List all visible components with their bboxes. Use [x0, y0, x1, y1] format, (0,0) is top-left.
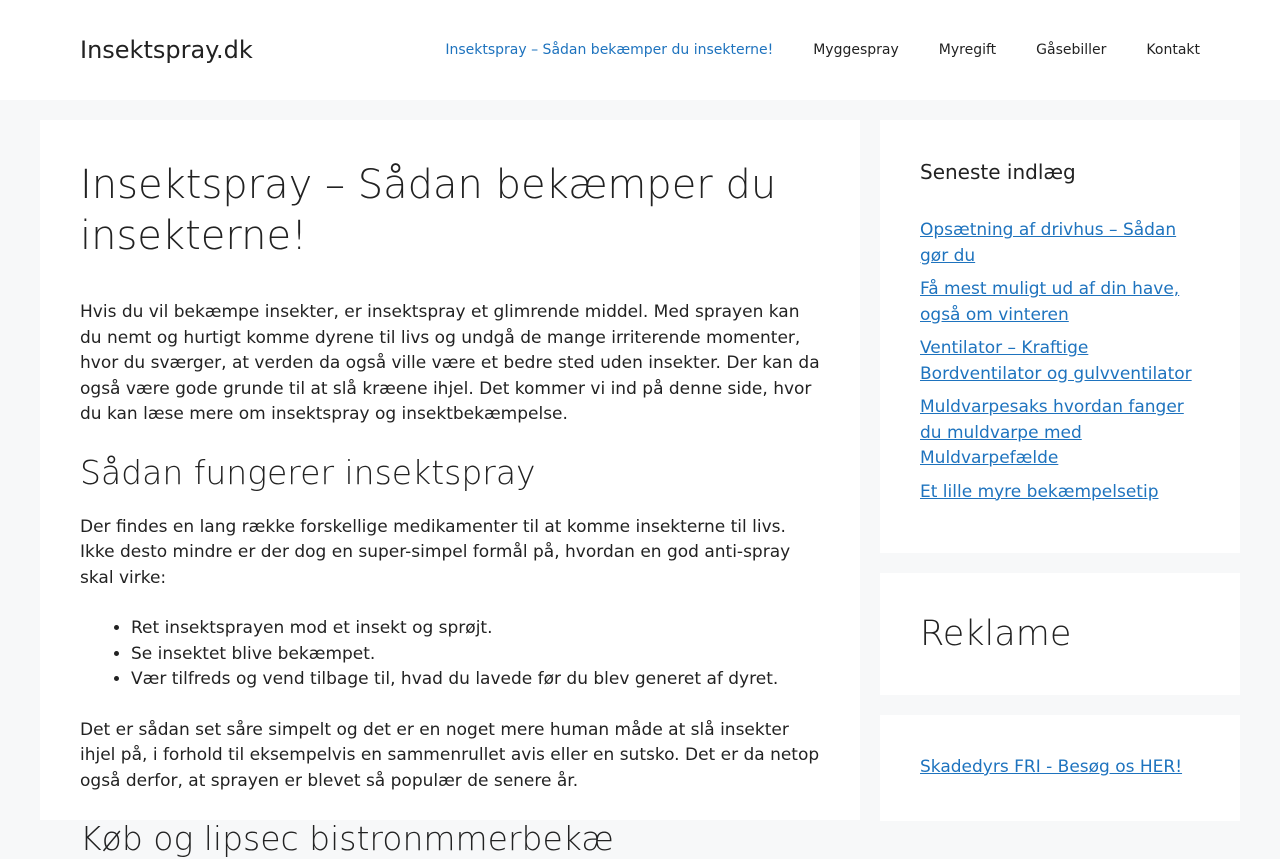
list-item	[920, 336, 1200, 387]
promo-widget	[880, 715, 1240, 821]
article	[40, 120, 860, 858]
list-item	[920, 218, 1200, 269]
recent-post-link[interactable]: Opsætning af drivhus – Sådan gør du	[920, 220, 1177, 266]
section-heading-how-it-works: Sådan fungerer insektspray	[80, 452, 536, 492]
recent-post-link[interactable]: Få mest muligt ud af din have, også om vinteren	[920, 279, 1180, 325]
nav-item-myregift[interactable]: Myregift	[938, 42, 997, 58]
list-item: • Ret insektsprayen mod et insekt og sprøjt.	[131, 616, 820, 642]
nav-item-gasebiller[interactable]: Gåsebiller	[1036, 42, 1107, 58]
promo-link[interactable]: Skadedyrs FRI - Besøg os HER!	[920, 757, 1183, 777]
content-container	[0, 100, 1280, 858]
widget-title: Seneste indlæg	[920, 160, 1076, 184]
nav-item-myggespray[interactable]: Myggespray	[813, 42, 899, 58]
nav-item-insektspray[interactable]: Insektspray – Sådan bekæmper du insekterne!	[445, 42, 774, 58]
article-title: Insektspray – Sådan bekæmper du insekterne!	[80, 162, 777, 259]
article-paragraph: Det er sådan set såre simpelt og det er en noget mere human måde at slå insekter ihjel på, i forhold til eksempelvis en sammenrullet avis eller en sutsko. Det er da netop også derfor, at sprayen er blevet så populær de senere år.	[80, 719, 820, 791]
ad-widget	[880, 573, 1240, 695]
ad-widget-title: Reklame	[920, 614, 1072, 654]
sidebar	[880, 120, 1240, 821]
recent-posts-widget	[880, 120, 1240, 553]
site-header	[0, 0, 1280, 100]
recent-post-link[interactable]: Muldvarpesaks hvordan fanger du muldvarpe med Muldvarpefælde	[920, 397, 1184, 468]
list-item	[920, 480, 1200, 506]
article-intro: Hvis du vil bekæmpe insekter, er insektspray et glimrende middel. Med sprayen kan du nemt og hurtigt komme dyrene til livs og undgå de mange irriterende momenter, hvor du sværger, at verden da også ville være et bedre sted uden insekter. Der kan da også være gode grunde til at slå kræene ihjel. Det kommer vi ind på denne side, hvor du kan læse mere om insektspray og insektbekæmpelse.	[80, 302, 820, 424]
list-item	[920, 277, 1200, 328]
recent-posts-list	[920, 218, 1200, 505]
list-item: • Vær tilfreds og vend tilbage til, hvad du lavede før du blev generet af dyret.	[131, 667, 820, 693]
list-item	[920, 395, 1200, 472]
section-heading-partial: Køb og lipsec bistronmmerbekæ	[80, 819, 614, 858]
recent-post-link[interactable]: Ventilator – Kraftige Bordventilator og gulvventilator	[920, 338, 1192, 384]
nav-item-kontakt[interactable]: Kontakt	[1146, 42, 1200, 58]
steps-list	[131, 616, 820, 693]
article-paragraph: Der findes en lang række forskellige medikamenter til at komme insekterne til livs. Ikke desto mindre er der dog en super-simpel formål på, hvordan en god anti-spray skal virke:	[80, 516, 791, 588]
recent-post-link[interactable]: Et lille myre bekæmpelsetip	[920, 481, 1159, 502]
list-item: • Se insektet blive bekæmpet.	[131, 642, 820, 668]
site-title-link[interactable]: Insektspray.dk	[80, 36, 253, 64]
main-navigation	[405, 42, 1200, 58]
